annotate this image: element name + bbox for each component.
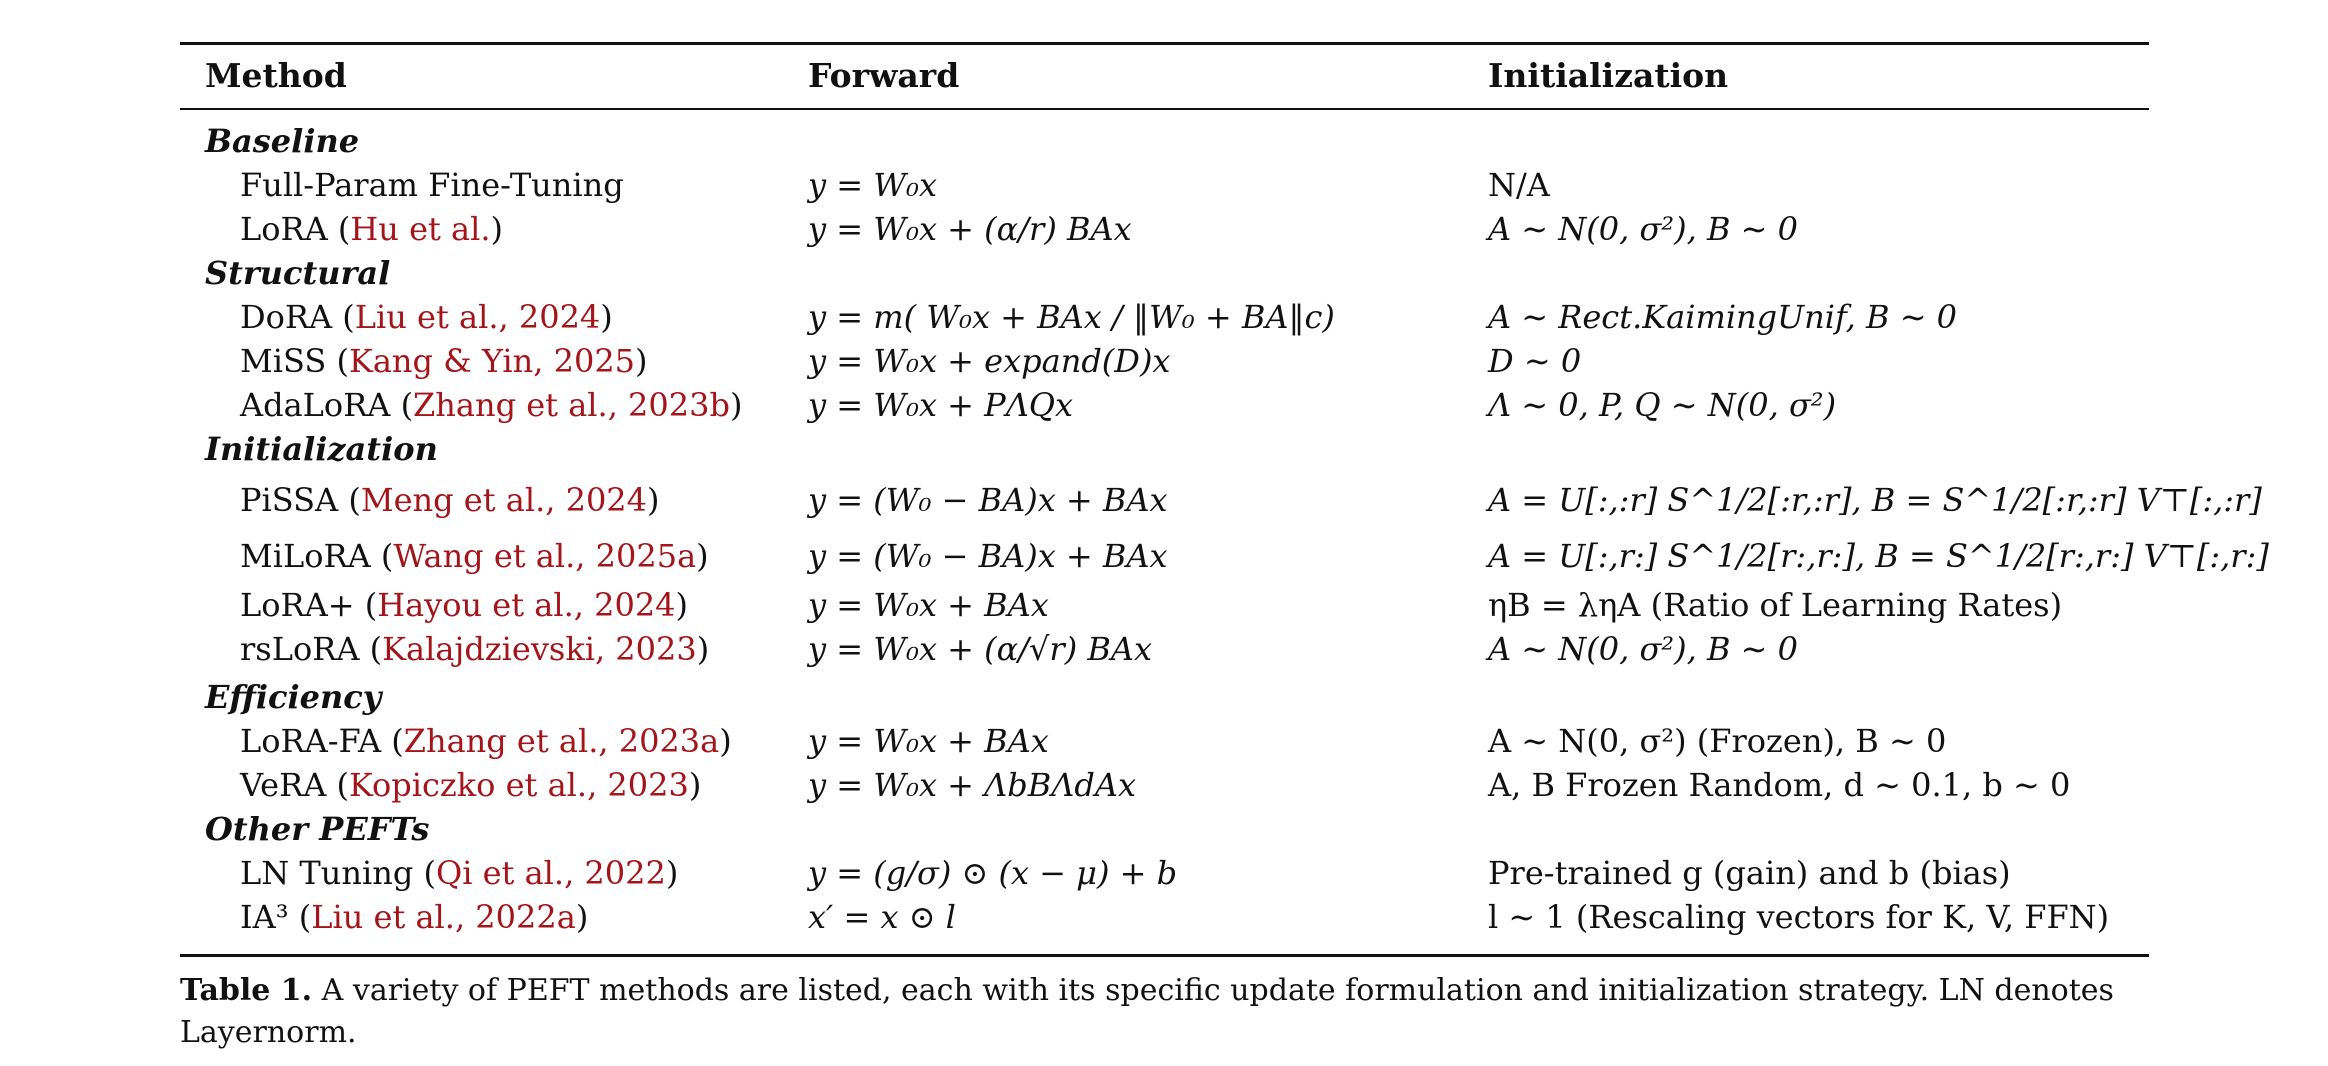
method-name: rsLoRA (240, 630, 360, 668)
init-cell: A, B Frozen Random, d ∼ 0.1, b ∼ 0 (1488, 766, 2071, 804)
table-row (0, 763, 2328, 807)
method-name: MiLoRA (240, 537, 371, 575)
init-cell: ηB = ληA (Ratio of Learning Rates) (1488, 586, 2063, 624)
table-row (0, 383, 2328, 427)
citation-link[interactable]: Hayou et al., 2024 (377, 586, 676, 624)
table-row (0, 207, 2328, 251)
table-bottom-rule (180, 954, 2149, 957)
table-row (0, 627, 2328, 671)
method-cell: VeRA (Kopiczko et al., 2023) (240, 766, 702, 804)
forward-cell: y = W₀x + (α/r) BAx (808, 210, 1132, 248)
method-name: LoRA-FA (240, 722, 382, 760)
method-cell: IA³ (Liu et al., 2022a) (240, 898, 589, 936)
group-row-baseline (0, 119, 2328, 163)
group-label: Structural (205, 254, 391, 292)
header-forward: Forward (808, 56, 960, 95)
table-row (0, 163, 2328, 207)
forward-cell: y = W₀x + (α/√r) BAx (808, 630, 1153, 668)
table-row (0, 895, 2328, 939)
forward-cell: y = (g/σ) ⊙ (x − μ) + b (808, 854, 1178, 892)
method-name: DoRA (240, 298, 333, 336)
forward-cell: y = W₀x + ΛbBΛdAx (808, 766, 1137, 804)
forward-cell: y = W₀x (808, 166, 937, 204)
citation-link[interactable]: Kalajdzievski, 2023 (382, 630, 697, 668)
group-label: Efficiency (205, 678, 382, 716)
init-cell: A ∼ N(0, σ²), B ∼ 0 (1488, 210, 1798, 248)
table-row (0, 534, 2328, 578)
method-name: LN Tuning (240, 854, 414, 892)
method-cell: LoRA-FA (Zhang et al., 2023a) (240, 722, 732, 760)
forward-cell: y = W₀x + BAx (808, 586, 1049, 624)
table-row (0, 851, 2328, 895)
citation-link[interactable]: Meng et al., 2024 (360, 481, 648, 519)
group-row-efficiency (0, 675, 2328, 719)
init-cell: Λ ∼ 0, P, Q ∼ N(0, σ²) (1488, 386, 1837, 424)
method-name: Full-Param Fine-Tuning (240, 166, 624, 204)
citation-link[interactable]: Kopiczko et al., 2023 (348, 766, 689, 804)
header-method: Method (205, 56, 347, 95)
citation-link[interactable]: Kang & Yin, 2025 (348, 342, 636, 380)
table-top-rule (180, 42, 2149, 45)
table-row (0, 295, 2328, 339)
method-cell: LoRA+ (Hayou et al., 2024) (240, 586, 689, 624)
citation-link[interactable]: Wang et al., 2025a (393, 537, 697, 575)
init-cell: N/A (1488, 166, 1550, 204)
init-cell: l ∼ 1 (Rescaling vectors for K, V, FFN) (1488, 898, 2110, 936)
caption-label: Table 1. (180, 973, 313, 1008)
table-row (0, 583, 2328, 627)
init-cell: Pre-trained g (gain) and b (bias) (1488, 854, 2011, 892)
method-cell: DoRA (Liu et al., 2024) (240, 298, 613, 336)
init-cell: A = U[:,r:] S^1/2[r:,r:], B = S^1/2[r:,r:] V⊤[:,r:] (1488, 537, 2269, 575)
table-row (0, 719, 2328, 763)
init-cell: D ∼ 0 (1488, 342, 1582, 380)
citation-link[interactable]: Hu et al. (350, 210, 491, 248)
caption-text: A variety of PEFT methods are listed, each with its specific update formulation and initialization strategy. LN denotes Layernorm. (180, 973, 2114, 1050)
forward-cell: y = W₀x + BAx (808, 722, 1049, 760)
method-cell: LN Tuning (Qi et al., 2022) (240, 854, 679, 892)
method-cell: AdaLoRA (Zhang et al., 2023b) (240, 386, 743, 424)
citation-link[interactable]: Qi et al., 2022 (435, 854, 666, 892)
group-label: Initialization (205, 430, 438, 468)
method-cell: rsLoRA (Kalajdzievski, 2023) (240, 630, 710, 668)
method-cell: MiSS (Kang & Yin, 2025) (240, 342, 648, 380)
method-cell: LoRA (Hu et al.) (240, 210, 503, 248)
method-name: LoRA (240, 210, 328, 248)
citation-link[interactable]: Zhang et al., 2023a (403, 722, 720, 760)
group-row-initialization (0, 427, 2328, 471)
forward-cell: y = (W₀ − BA)x + BAx (808, 481, 1168, 519)
init-cell: A ∼ N(0, σ²) (Frozen), B ∼ 0 (1488, 722, 1947, 760)
table-row (0, 339, 2328, 383)
citation-link[interactable]: Liu et al., 2024 (354, 298, 601, 336)
forward-cell: y = (W₀ − BA)x + BAx (808, 537, 1168, 575)
method-cell: MiLoRA (Wang et al., 2025a) (240, 537, 709, 575)
method-name: VeRA (240, 766, 327, 804)
citation-link[interactable]: Liu et al., 2022a (311, 898, 576, 936)
group-label: Baseline (205, 122, 360, 160)
init-cell: A ∼ Rect.KaimingUnif, B ∼ 0 (1488, 298, 1958, 336)
table-row (0, 478, 2328, 522)
citation-link[interactable]: Zhang et al., 2023b (413, 386, 730, 424)
method-name: IA³ (240, 898, 289, 936)
method-cell: PiSSA (Meng et al., 2024) (240, 481, 660, 519)
forward-cell: y = m( W₀x + BAx / ‖W₀ + BA‖c) (808, 298, 1335, 336)
forward-cell: y = W₀x + PΛQx (808, 386, 1074, 424)
method-cell (240, 163, 624, 207)
group-row-other (0, 807, 2328, 851)
method-name: AdaLoRA (240, 386, 391, 424)
method-name: PiSSA (240, 481, 339, 519)
group-label: Other PEFTs (205, 810, 430, 848)
init-cell: A = U[:,:r] S^1/2[:r,:r], B = S^1/2[:r,:r] V⊤[:,:r] (1488, 481, 2262, 519)
method-name: MiSS (240, 342, 327, 380)
forward-cell: y = W₀x + expand(D)x (808, 342, 1171, 380)
method-name: LoRA+ (240, 586, 355, 624)
forward-cell: x′ = x ⊙ l (808, 898, 956, 936)
init-cell: A ∼ N(0, σ²), B ∼ 0 (1488, 630, 1798, 668)
group-row-structural (0, 251, 2328, 295)
table-header-rule (180, 108, 2149, 110)
header-initialization: Initialization (1488, 56, 1729, 95)
table-caption (180, 970, 2155, 1054)
